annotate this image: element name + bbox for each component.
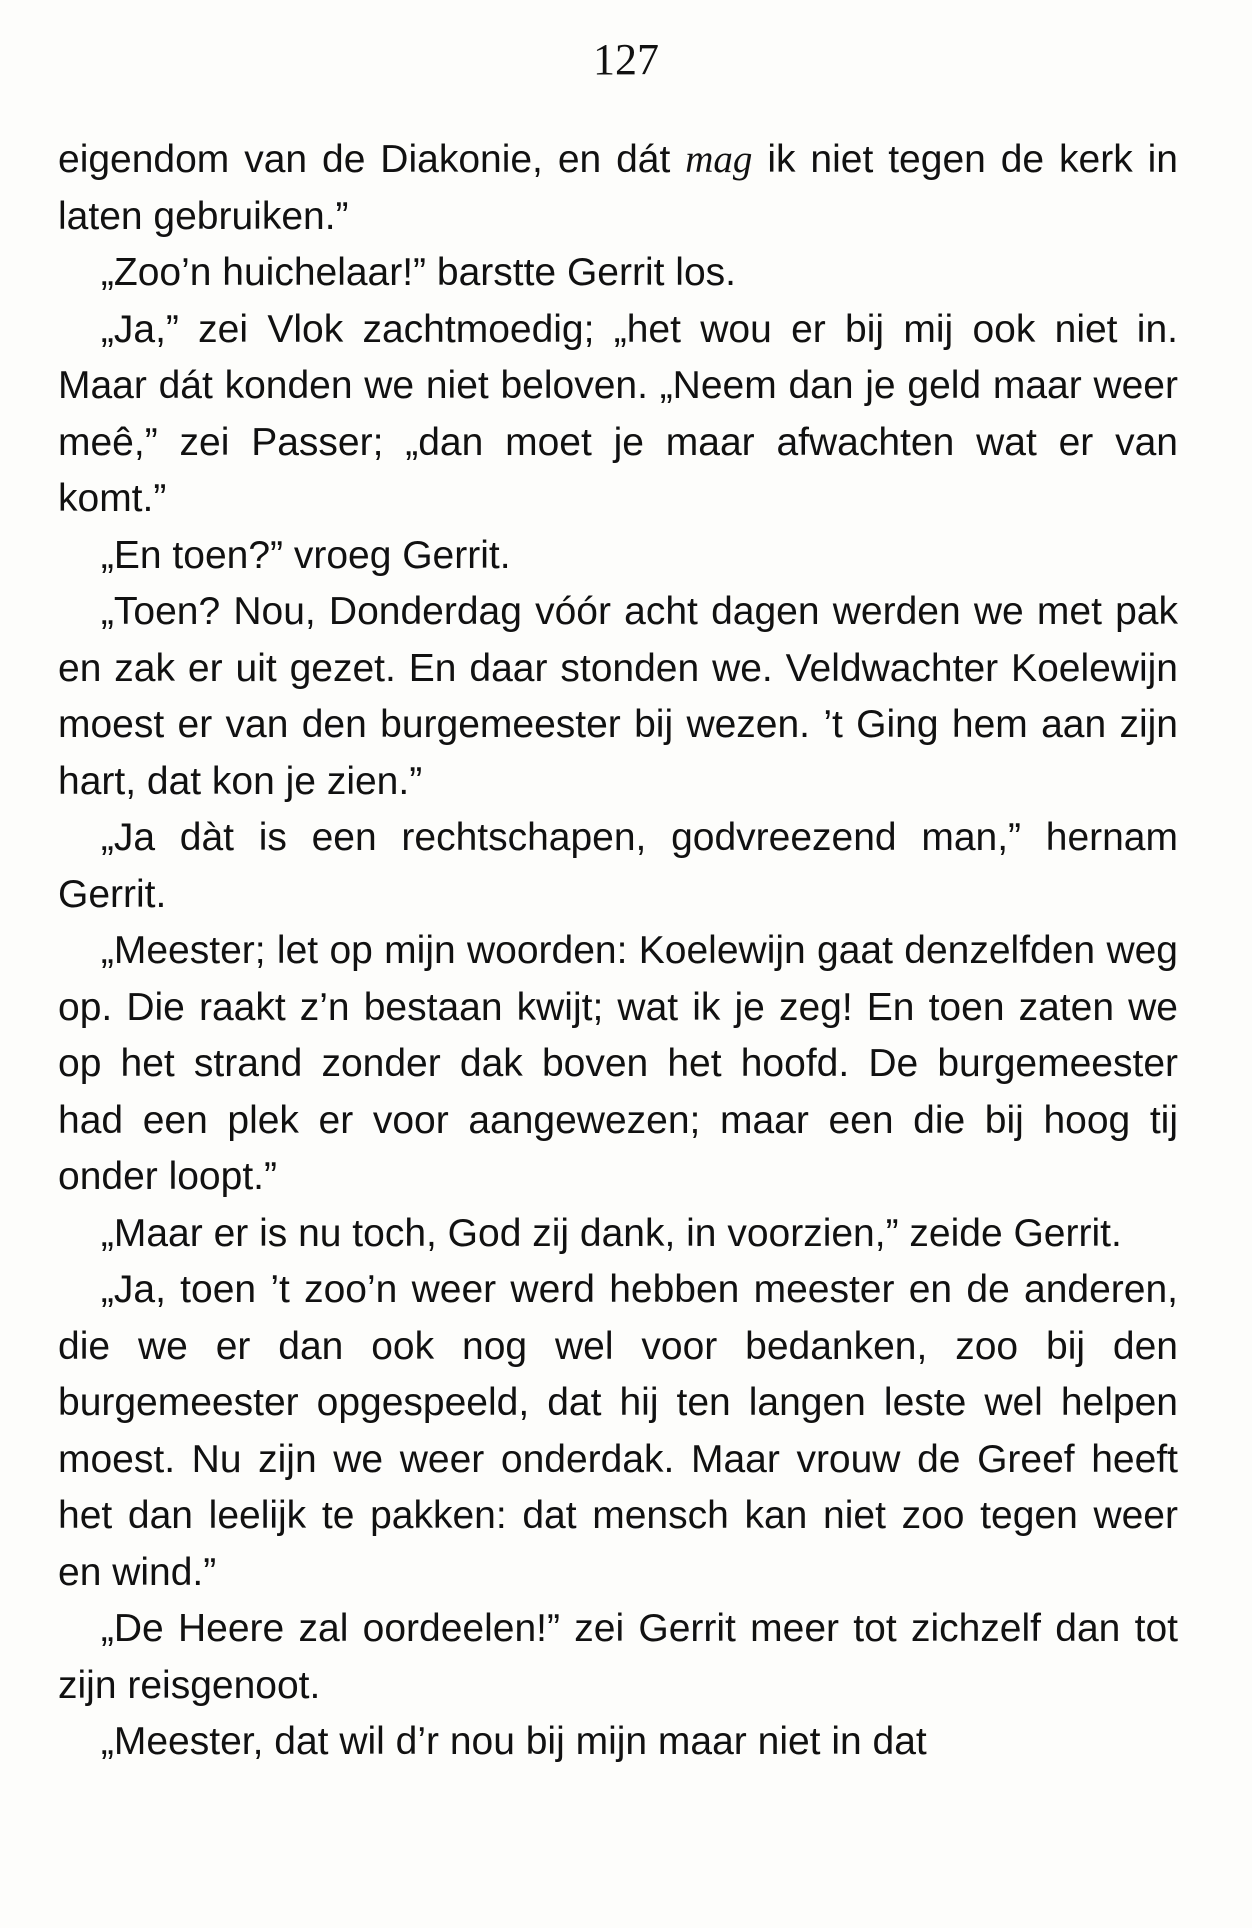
emphasized-word: mag — [685, 138, 753, 181]
paragraph-1 — [58, 132, 1178, 245]
page-number: 127 — [593, 35, 659, 84]
paragraph-5: „Toen? Nou, Donderdag vóór acht dagen werden we met pak en zak er uit gezet. En daar stonden we. Veldwachter Koelewijn moest er van den burgemeester bij wezen. ’t Ging hem aan zijn hart, dat kon je zien.” — [58, 590, 1178, 803]
paragraph-11: „Meester, dat wil d’r nou bij mijn maar niet in dat — [100, 1720, 927, 1763]
paragraph-7: „Meester; let op mijn woorden: Koelewijn gaat denzelfden weg op. Die raakt z’n bestaan kwijt; wat ik je zeg! En toen zaten we op het strand zonder dak boven het hoofd. De burgemeester had een plek er voor aangewezen; maar een die bij hoog tij onder loopt.” — [58, 929, 1178, 1198]
paragraph-3: „Ja,” zei Vlok zachtmoedig; „het wou er bij mij ook niet in. Maar dát konden we niet beloven. „Neem dan je geld maar weer meê,” zei Passer; „dan moet je maar afwachten wat er van komt.” — [58, 307, 1178, 520]
paragraph-10: „De Heere zal oordeelen!” zei Gerrit meer tot zichzelf dan tot zijn reisgenoot. — [58, 1607, 1178, 1707]
paragraph-1-text-start: eigendom van de Diakonie, en dát — [58, 138, 686, 181]
paragraph-4: „En toen?” vroeg Gerrit. — [100, 533, 511, 577]
paragraph-9: „Ja, toen ’t zoo’n weer werd hebben meester en de anderen, die we er dan ook nog wel voor bedanken, zoo bij den burgemeester opgespeeld, dat hij ten langen leste wel helpen moest. Nu zijn we weer onderdak. Maar vrouw de Greef heeft het dan leelijk te pakken: dat mensch kan niet zoo tegen weer en wind.” — [58, 1268, 1178, 1594]
paragraph-8: „Maar er is nu toch, God zij dank, in voorzien,” zeide Gerrit. — [100, 1211, 1122, 1255]
paragraph-2: „Zoo’n huichelaar!” barstte Gerrit los. — [100, 251, 736, 294]
paragraph-6: „Ja dàt is een rechtschapen, godvreezend man,” hernam Gerrit. — [58, 816, 1178, 916]
body-text — [58, 132, 1178, 1771]
paragraph-1-text-end: ik niet tegen de kerk in laten gebruiken.” — [58, 138, 1178, 238]
